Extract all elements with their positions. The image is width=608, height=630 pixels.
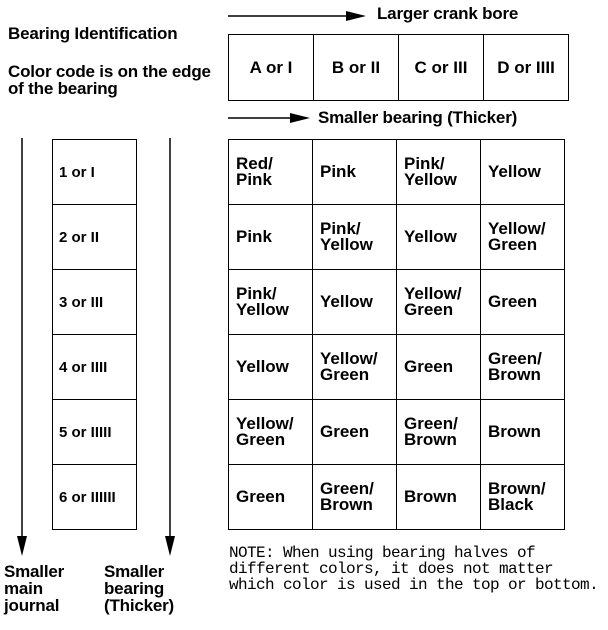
color-cell: Yellow/ Green [313,335,397,400]
color-cell: Pink/ Yellow [397,140,481,205]
color-cell: Yellow [229,335,313,400]
color-cell: Green/ Brown [397,400,481,465]
diagram-title: Bearing Identification [8,24,178,43]
column-header: C or III [399,35,484,101]
color-cell: Green [397,335,481,400]
top-arrow-label: Larger crank bore [377,4,519,23]
color-cell: Green [313,400,397,465]
grid-row [229,335,565,400]
mid-arrow-label: Smaller bearing (Thicker) [318,108,518,127]
top-arrow [228,6,368,26]
color-cell: Yellow/ Green [397,270,481,335]
color-cell: Pink/ Yellow [313,205,397,270]
color-cell: Brown [481,400,565,465]
diagram-subtitle: Color code is on the edge of the bearing [8,62,211,98]
row-label: 1 or I [53,140,137,205]
color-cell: Brown/ Black [481,465,565,530]
color-cell: Yellow/ Green [481,205,565,270]
color-cell: Pink [229,205,313,270]
column-header: A or I [229,35,314,101]
row-label: 2 or II [53,205,137,270]
grid-row [229,140,565,205]
grid-row [229,270,565,335]
grid-row [229,400,565,465]
right-arrow-label: Smaller bearing (Thicker) [104,562,174,615]
color-cell: Yellow [313,270,397,335]
row-label: 4 or IIII [53,335,137,400]
row-label-table [52,139,137,530]
grid-row [229,205,565,270]
color-cell: Yellow [481,140,565,205]
color-cell: Pink/ Yellow [229,270,313,335]
color-cell: Green/ Brown [481,335,565,400]
color-cell: Green [229,465,313,530]
color-cell: Green [481,270,565,335]
note-text: NOTE: When using bearing halves of different colors, it does not matter which color is used in the top or bottom. [229,544,599,594]
row-label: 3 or III [53,270,137,335]
color-cell: Yellow/ Green [229,400,313,465]
color-cell: Red/ Pink [229,140,313,205]
column-header: B or II [314,35,399,101]
color-grid [228,139,565,530]
color-cell: Pink [313,140,397,205]
mid-arrow [228,108,313,128]
grid-row [229,465,565,530]
left-arrow-label: Smaller main journal [4,562,65,615]
right-down-arrow [162,138,178,558]
color-cell: Yellow [397,205,481,270]
row-label: 6 or IIIIII [53,465,137,530]
left-down-arrow [14,138,30,558]
column-header-table [228,34,569,101]
color-cell: Green/ Brown [313,465,397,530]
row-label: 5 or IIIII [53,400,137,465]
color-cell: Brown [397,465,481,530]
column-header: D or IIII [484,35,569,101]
